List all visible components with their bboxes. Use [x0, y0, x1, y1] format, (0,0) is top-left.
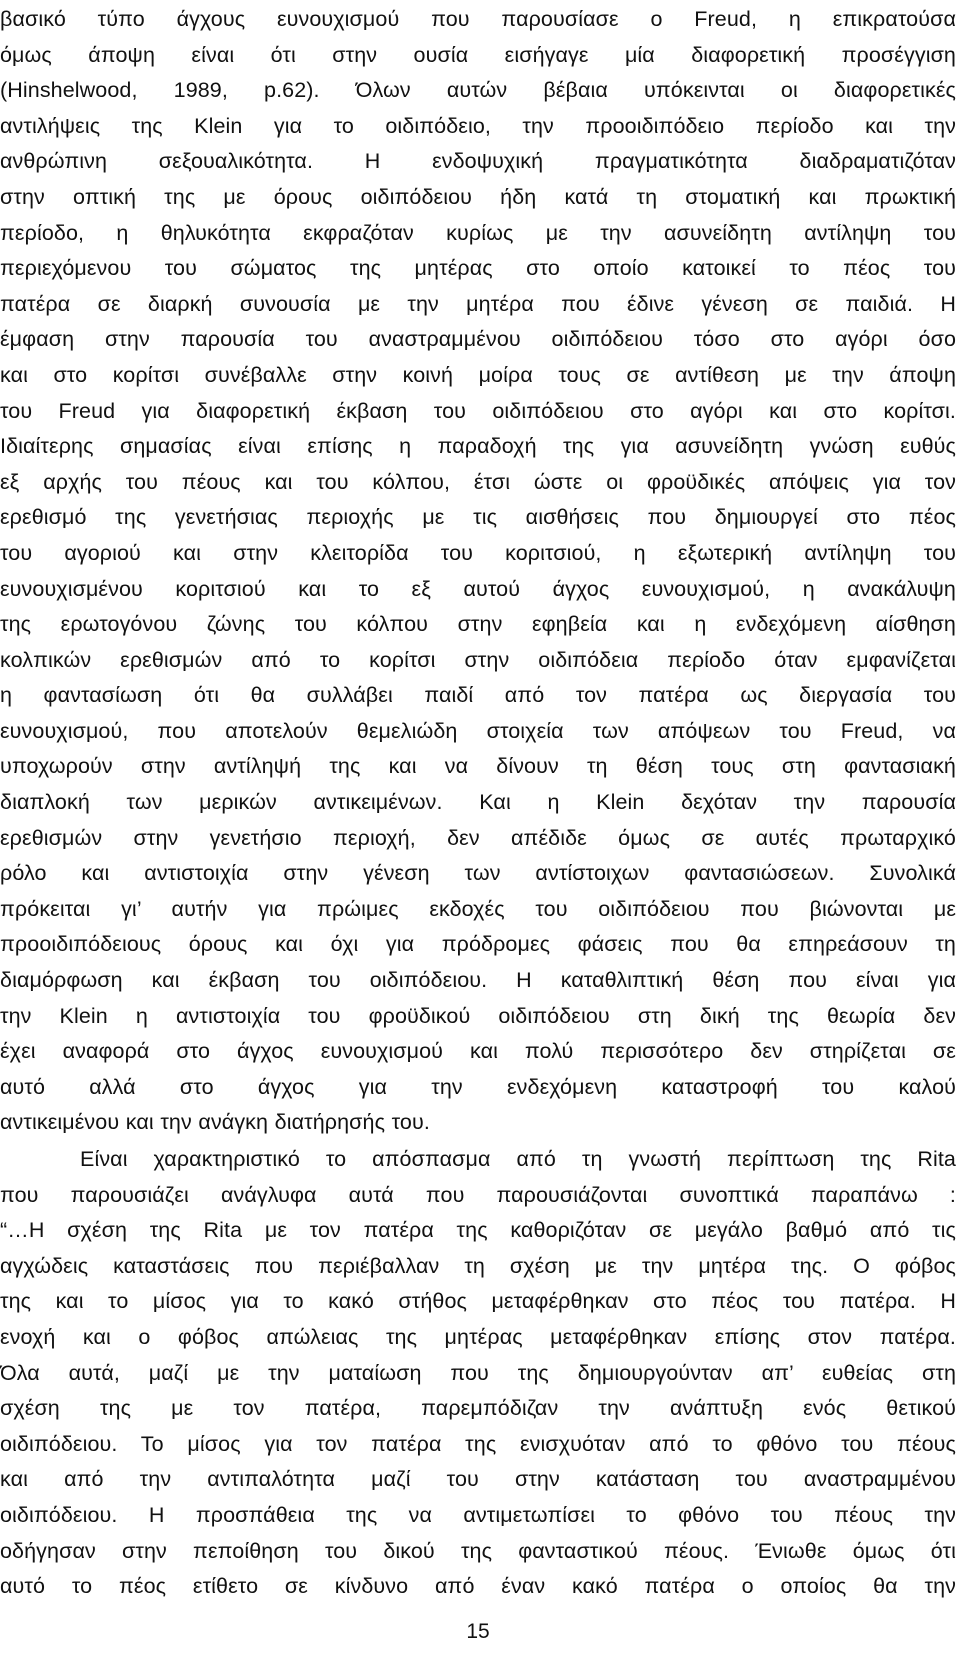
paragraph-2 — [0, 1142, 956, 1605]
text-line: στην οπτική της με όρους οιδιπόδειου ήδη κατά τη στοματική και πρωκτική — [0, 184, 956, 209]
text-line: περιεχόμενου του σώματος της μητέρας στο οποίο κατοικεί το πέος του — [0, 256, 956, 281]
text-line: έχει αναφορά στο άγχος ευνουχισμού και πολύ περισσότερο δεν στηρίζεται σε — [0, 1039, 956, 1064]
text-line: και στο κορίτσι συνέβαλλε στην κοινή μοίρα τους σε αντίθεση με την άποψη — [0, 362, 956, 387]
text-line: αντιλήψεις της Klein για το οιδιπόδειο, την προοιδιπόδειο περίοδο και την — [0, 113, 956, 138]
text-line: κολπικών ερεθισμών από το κορίτσι στην οιδιπόδεια περίοδο όταν εμφανίζεται — [0, 647, 956, 672]
text-line: του Freud για διαφορετική έκβαση του οιδιπόδειου στο αγόρι και στο κορίτσι. — [0, 398, 956, 423]
text-line: διαμόρφωση και έκβαση του οιδιπόδειου. Η καταθλιπτική θέση που είναι για — [0, 968, 956, 993]
text-line: σχέση της με τον πατέρα, παρεμπόδιζαν την ανάπτυξη ενός θετικού — [0, 1396, 956, 1421]
text-line: που παρουσιάζει ανάγλυφα αυτά που παρουσιάζονται συνοπτικά παραπάνω : — [0, 1182, 956, 1207]
text-line: βασικό τύπο άγχους ευνουχισμού που παρουσίασε ο Freud, η επικρατούσα — [0, 7, 956, 31]
page-number: 15 — [466, 1620, 490, 1643]
text-line: Όλα αυτά, μαζί με την ματαίωση που της δημιουργούνταν απ’ ευθείας στη — [0, 1360, 956, 1385]
text-line: “…Η σχέση της Rita με τον πατέρα της καθοριζόταν σε μεγάλο βαθμό από τις — [0, 1218, 956, 1243]
text-line: του αγοριού και στην κλειτορίδα του κοριτσιού, η εξωτερική αντίληψη του — [0, 540, 956, 565]
text-line: αυτό το πέος ετίθετο σε κίνδυνο από έναν κακό πατέρα ο οποίος θα την — [0, 1574, 956, 1599]
text-line: αγχώδεις καταστάσεις που περιέβαλλαν τη σχέση με την μητέρα της. Ο φόβος — [0, 1253, 956, 1278]
text-line: της ερωτογόνου ζώνης του κόλπου στην εφηβεία και η ενδεχόμενη αίσθηση — [0, 612, 956, 637]
text-line: (Hinshelwood, 1989, p.62). Όλων αυτών βέβαια υπόκεινται οι διαφορετικές — [0, 78, 956, 103]
text-line: ερεθισμών στην γενετήσιο περιοχή, δεν απέδιδε όμως σε αυτές πρωταρχικό — [0, 825, 956, 850]
text-line: Ιδιαίτερης σημασίας είναι επίσης η παραδοχή της για ασυνείδητη γνώση ευθύς — [0, 434, 956, 459]
text-line: αντικειμένου και την ανάγκη διατήρησής του. — [0, 1110, 430, 1135]
text-line: πατέρα σε διαρκή συνουσία με την μητέρα που έδινε γένεση σε παιδιά. Η — [0, 291, 956, 316]
text-line: οιδιπόδειου. Η προσπάθεια της να αντιμετωπίσει το φθόνο του πέους την — [0, 1502, 956, 1527]
text-line: υποχωρούν στην αντίληψή της και να δίνουν τη θέση τους στη φαντασιακή — [0, 754, 956, 779]
text-line: αυτό αλλά στο άγχος για την ενδεχόμενη καταστροφή του καλού — [0, 1074, 956, 1099]
text-line: η φαντασίωση ότι θα συλλάβει παιδί από τον πατέρα ως διεργασία του — [0, 683, 956, 708]
text-line: ανθρώπινη σεξουαλικότητα. Η ενδοψυχική πραγματικότητα διαδραματιζόταν — [0, 149, 956, 174]
text-line: ρόλο και αντιστοιχία στην γένεση των αντίστοιχων φαντασιώσεων. Συνολικά — [0, 861, 956, 886]
text-line: όμως άποψη είναι ότι στην ουσία εισήγαγε μία διαφορετική προσέγγιση — [0, 42, 956, 67]
text-line: της και το μίσος για το κακό στήθος μεταφέρθηκαν στο πέος του πατέρα. Η — [0, 1289, 956, 1314]
text-line: οδήγησαν στην πεποίθηση του δικού της φανταστικού πέους. Ένιωθε όμως ότι — [0, 1538, 956, 1563]
text-line: ερεθισμό της γενετήσιας περιοχής με τις αισθήσεις που δημιουργεί στο πέος — [0, 505, 956, 530]
text-line: έμφαση στην παρουσία του αναστραμμένου οιδιπόδειου τόσο στο αγόρι όσο — [0, 327, 956, 352]
text-line: εξ αρχής του πέους και του κόλπου, έτσι ώστε οι φροϋδικές απόψεις για τον — [0, 469, 956, 494]
text-line: ενοχή και ο φόβος απώλειας της μητέρας μεταφέρθηκαν επίσης στον πατέρα. — [0, 1324, 956, 1349]
text-line: την Klein η αντιστοιχία του φροϋδικού οιδιπόδειου στη δική της θεωρία δεν — [0, 1003, 956, 1028]
text-line: Είναι χαρακτηριστικό το απόσπασμα από τη γνωστή περίπτωση της Rita — [80, 1147, 956, 1171]
text-line: ευνουχισμού, που αποτελούν θεμελιώδη στοιχεία των απόψεων του Freud, να — [0, 718, 956, 743]
text-line: πρόκειται γι’ αυτήν για πρώιμες εκδοχές του οιδιπόδειου που βιώνονται με — [0, 896, 956, 921]
text-line: και από την αντιπαλότητα μαζί του στην κατάσταση του αναστραμμένου — [0, 1467, 956, 1492]
paragraph-1 — [0, 2, 956, 1141]
text-line: προοιδιπόδειους όρους και όχι για πρόδρομες φάσεις που θα επηρεάσουν τη — [0, 932, 956, 957]
text-line: περίοδο, η θηλυκότητα εκφραζόταν κυρίως με την ασυνείδητη αντίληψη του — [0, 220, 956, 245]
text-line: ευνουχισμένου κοριτσιού και το εξ αυτού άγχος ευνουχισμού, η ανακάλυψη — [0, 576, 956, 601]
text-line: οιδιπόδειου. Το μίσος για τον πατέρα της ενισχυόταν από το φθόνο του πέους — [0, 1431, 956, 1456]
text-line: διαπλοκή των μερικών αντικειμένων. Και η Klein δεχόταν την παρουσία — [0, 790, 956, 815]
